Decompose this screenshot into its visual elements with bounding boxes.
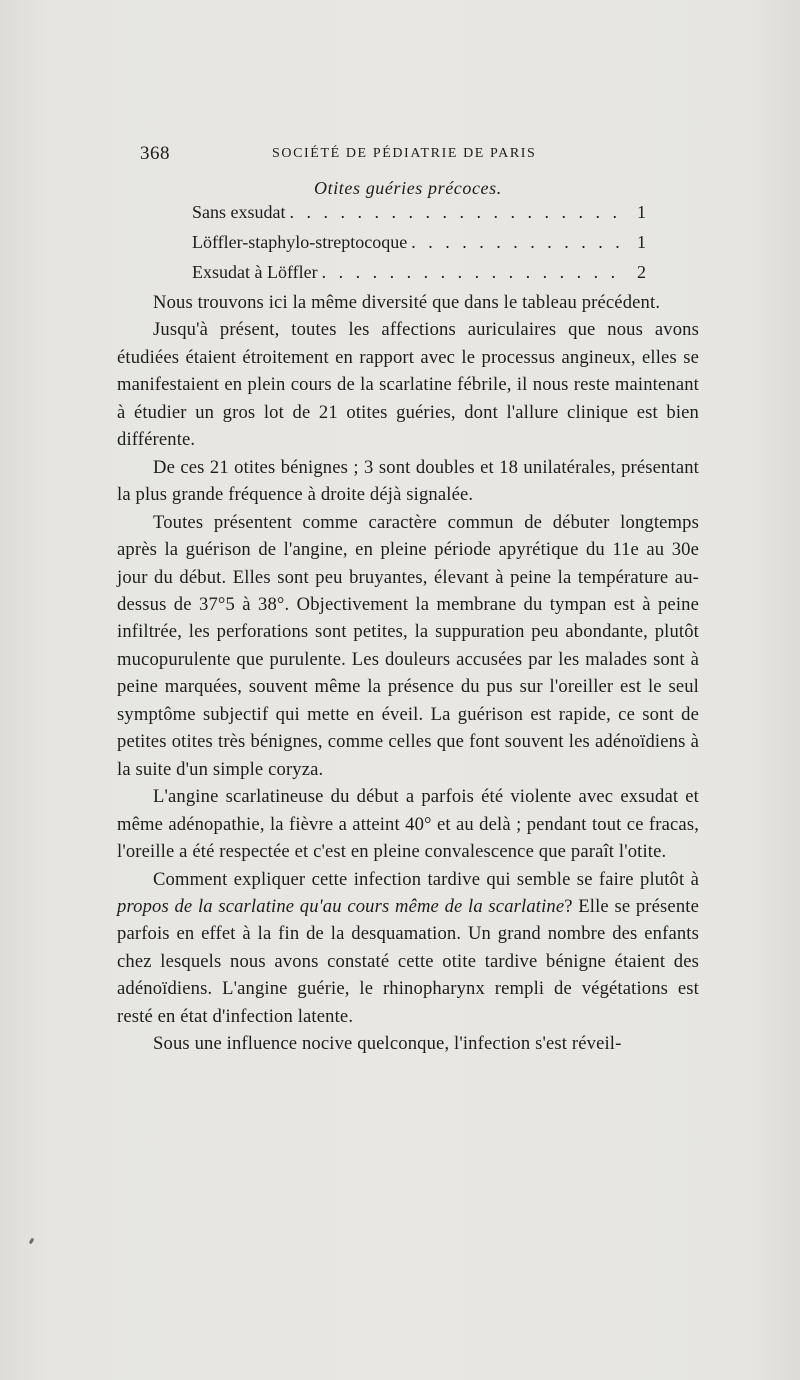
ink-speck [29,1238,35,1245]
tally-count: 1 [637,202,646,222]
paragraph: Sous une influence nocive quelconque, l'infection s'est réveil- [153,1033,622,1055]
body-text [117,289,699,1058]
dot-leader [407,232,626,253]
paragraph: Jusqu'à présent, toutes les affections auriculaires que nous avons étudiées étaient étroitement en rapport avec le processus angineux, elles se manifestaient en plein cours de la scarlatine fébrile, il nous reste maintenant à étudier un gros lot de 21 otites guéries, dont l'allure clinique est bien différente. [117,319,699,451]
paragraph: Nous trouvons ici la même diversité que dans le tableau précédent. [153,292,661,313]
dot-leader [318,262,626,283]
tally-list [192,202,646,292]
running-head: SOCIÉTÉ DE PÉDIATRIE DE PARIS [272,146,537,161]
section-title: Otites guéries précoces. [314,178,502,198]
paragraph-text: Comment expliquer cette infection tardive qui semble se faire plutôt à [153,868,699,890]
tally-row [192,232,646,262]
paragraph: L'angine scarlatineuse du début a parfois été violente avec exsudat et même adénopathie, la fièvre a atteint 40° et au delà ; pendant tout ce fracas, l'oreille a été respectée et c'est en pleine convalescence que paraît l'otite. [117,786,699,863]
tally-count: 1 [637,232,646,252]
paragraph: Toutes présentent comme caractère commun de débuter longtemps après la guérison de l'angine, en pleine période apyrétique du 11e au 30e jour du début. Elles sont peu bruyantes, élevant à peine la température au-dessus de 37°5 à 38°. Objectivement la membrane du tympan est à peine infiltrée, les perforations sont petites, la suppuration peu abondante, plutôt mucopurulente que purulente. Les douleurs accusées par les malades sont à peine marquées, souvent même la présence du pus sur l'oreiller est le seul symptôme subjectif qui mette en éveil. La guérison est rapide, ce sont de petites otites très bénignes, comme celles que font souvent les adénoïdiens à la suite d'un simple coryza. [117,511,699,780]
tally-label: Sans exsudat [192,202,286,222]
tally-count: 2 [637,262,646,282]
tally-row [192,262,646,292]
paragraph-text: ? Elle se présente parfois en effet à la fin de la desquamation. Un grand nombre des enfants chez lesquels nous avons constaté cette otite tardive bénigne étaient des adénoïdiens. L'angine guérie, le rhinopharynx rempli de végétations est resté en état d'infection latente. [117,895,699,1027]
tally-row [192,202,646,232]
dot-leader [286,202,627,223]
tally-label: Exsudat à Löffler [192,262,318,282]
tally-label: Löffler-staphylo-streptocoque [192,232,408,252]
italic-phrase: propos de la scarlatine qu'au cours même de la scarlatine [117,895,565,917]
page-header [140,143,698,167]
paragraph: De ces 21 otites bénignes ; 3 sont doubles et 18 unilatérales, présentant la plus grande fréquence à droite déjà signalée. [117,456,699,506]
page-number: 368 [140,143,170,164]
paragraph [117,866,699,1031]
